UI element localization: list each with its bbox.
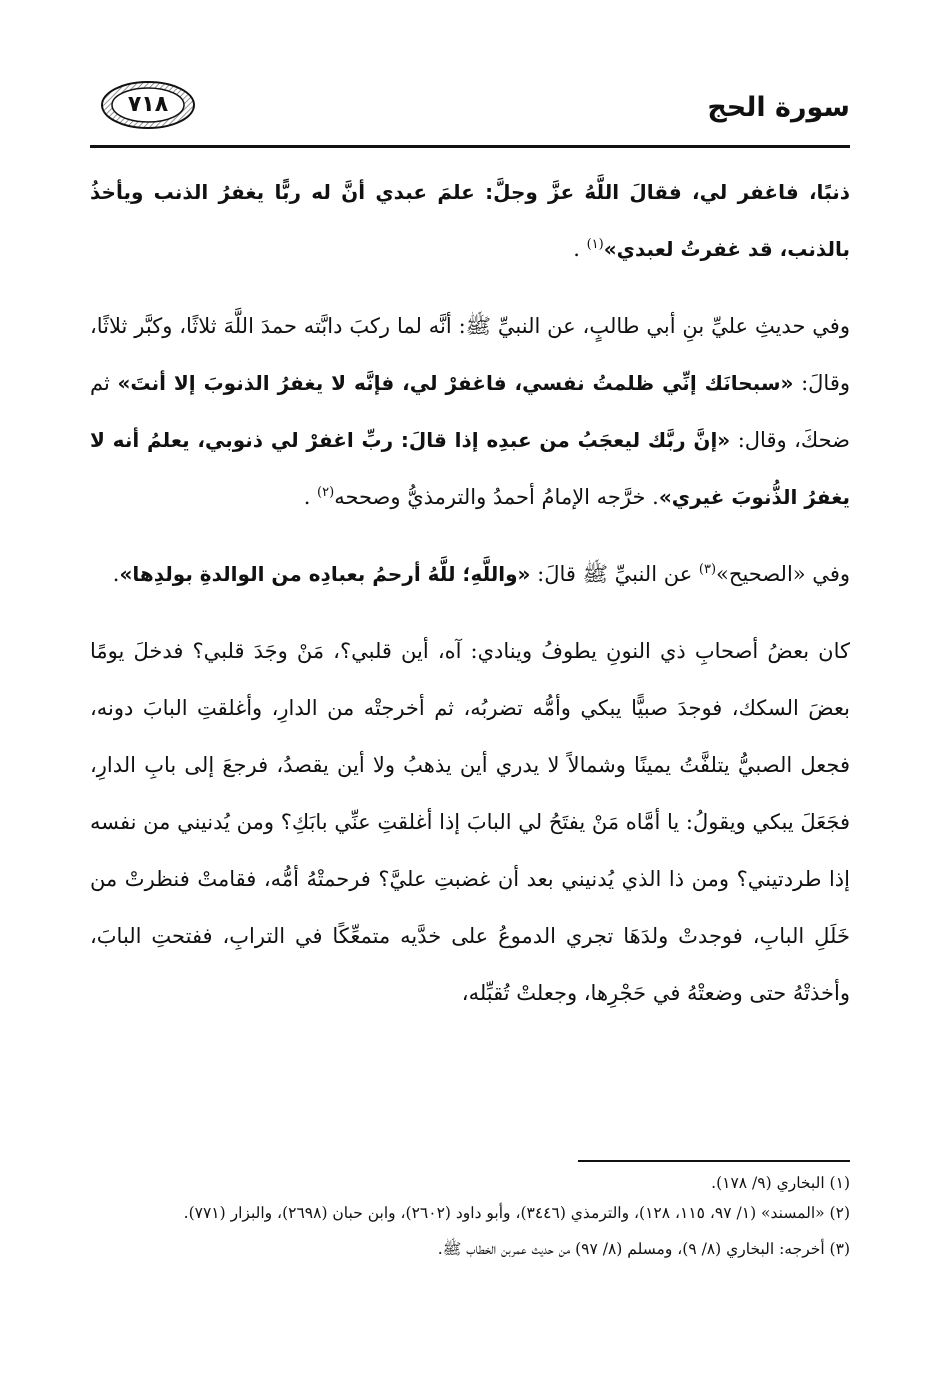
quoted-text: ذنبًا، فاغفر لي، فقالَ اللَّهُ عزَّ وجلَّ: علمَ عبدي أنَّ له ربًّا يغفرُ الذنب ويأخذُ بالذنب، قد غفرتُ لعبدي»	[90, 180, 850, 261]
text-run: .	[573, 237, 587, 261]
text-run: وفي «الصحيح»	[716, 562, 850, 586]
main-text	[90, 164, 850, 1042]
footnote-rule	[578, 1160, 850, 1162]
header-rule	[90, 145, 850, 148]
page-number: ٧١٨	[127, 92, 169, 117]
paragraph	[90, 298, 850, 526]
text-run: .	[303, 485, 318, 509]
footnote-1: (١) البخاري (٩/ ١٧٨).	[711, 1174, 850, 1192]
paragraph	[90, 164, 850, 278]
page-number-badge	[100, 80, 196, 130]
text-run: . خرَّجه الإمامُ أحمدُ والترمذيُّ وصححه	[334, 485, 659, 509]
footnote-ref: (٣)	[698, 562, 717, 577]
text-run: كان بعضُ أصحابِ ذي النونِ يطوفُ وينادي: آه، أين قلبي؟، مَنْ وجَدَ قلبي؟ فدخلَ يومًا بعضَ السكك، فوجدَ صبيًّا يبكي وأمُّه تضربُه، ثم أخرجتْه من الدارِ، وأغلقتِ البابَ دونه، فجعل الصبيُّ يتلفَّتُ يمينًا وشمالاً لا يدري أين يذهبُ ولا أين يقصدُ، فرجعَ إلى بابِ الدارِ، فجَعَلَ يبكي ويقولُ: يا أمَّاه مَنْ يفتَحُ لي البابَ إذا أغلقتِ عنِّي بابَكِ؟ ومن يُدنيني من نفسه إذا طردتيني؟ ومن ذا الذي يُدنيني بعد أن غضبتِ عليَّ؟ فرحمتْهُ أمُّه، فقامتْ فنظرتْ من خَلَلِ البابِ، فوجدتْ ولدَهَا تجري الدموعُ على خدَّيه متمعِّكًا في الترابِ، ففتحتِ البابَ، وأخذتْهُ حتى وضعتْهُ في حَجْرِها، وجعلتْ تُقبِّله،	[90, 639, 850, 1005]
footnotes	[90, 1168, 850, 1264]
footnote-2: (٢) «المسند» (١/ ٩٧، ١١٥، ١٢٨)، والترمذي (٣٤٤٦)، وأبو داود (٢٦٠٢)، وابن حبان (٢٦٩٨)، والبزار (٧٧١).	[183, 1204, 850, 1222]
quoted-text: «إنَّ ربَّك ليعجَبُ من عبدِه إذا قالَ: ربِّ اغفرْ لي ذنوبي، يعلمُ أنه لا يغفرُ الذُّنوبَ غيري»	[90, 428, 850, 509]
text-run: وفي حديثِ عليِّ بنِ أبي طالبٍ، عن النبيِّ ﷺ: أنَّه لما ركبَ دابَّته حمدَ اللَّهَ ثلاثًا، وكبَّر ثلاثًا، وقالَ:	[90, 314, 851, 395]
footnote-ref: (١)	[586, 237, 604, 252]
text-run: عن النبيِّ ﷺ قالَ:	[530, 562, 699, 586]
paragraph	[90, 623, 850, 1022]
footnote-3: (٣) أخرجه: البخاري (٨/ ٩)، ومسلم (٨/ ٩٧) من حديث عمربن الخطاب ﷺ.	[437, 1240, 850, 1258]
paragraph	[90, 546, 850, 603]
footnote-ref: (٢)	[317, 485, 335, 500]
text-run: .	[112, 562, 120, 586]
text-run: ثم ضحكَ، وقال:	[90, 371, 850, 452]
page-header	[90, 80, 850, 144]
quoted-text: «سبحانَك إنِّي ظلمتُ نفسي، فاغفرْ لي، فإنَّه لا يغفرُ الذنوبَ إلا أنتَ»	[117, 371, 794, 395]
page-title: سورة الحج	[707, 92, 850, 123]
quoted-text: «واللَّهِ؛ للَّهُ أرحمُ بعبادِه من الوالدةِ بولدِها»	[119, 562, 531, 586]
